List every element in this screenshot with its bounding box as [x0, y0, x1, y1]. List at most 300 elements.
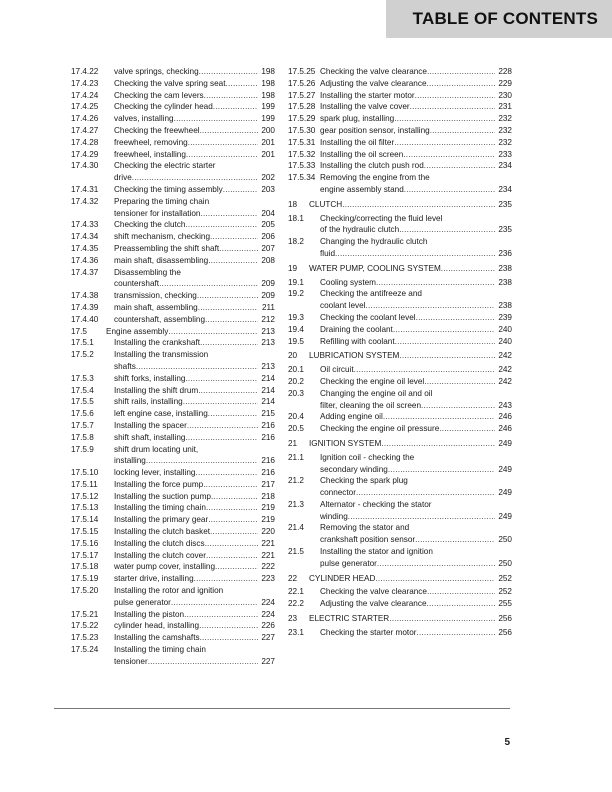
toc-entry-page: 214	[261, 385, 275, 395]
toc-entry-number: 22.1	[288, 587, 304, 597]
toc-entry-title: Checking/correcting the fluid level	[320, 213, 443, 223]
toc-entry[interactable]	[288, 277, 512, 289]
toc-entry-page: 199	[261, 102, 275, 112]
toc-entry-title: Checking the engine oil level	[320, 376, 425, 386]
toc-entry-page: 224	[261, 597, 275, 607]
toc-entry-page: 213	[261, 361, 275, 371]
toc-entry-title: Draining the coolant	[320, 324, 393, 334]
toc-entry-page: 216	[261, 420, 275, 430]
toc-entry-title: Installing the primary gear	[114, 515, 209, 525]
toc-entry-title: locking lever, installing	[114, 468, 196, 478]
toc-entry-number: 17.5.8	[71, 432, 94, 442]
toc-entry-title: tensioner	[114, 656, 148, 666]
toc-entry-title: cylinder head, installing	[114, 621, 200, 631]
toc-entry[interactable]	[71, 66, 275, 78]
toc-entry[interactable]	[71, 609, 275, 621]
toc-entry[interactable]	[71, 184, 275, 196]
dot-leader	[206, 502, 258, 514]
dot-leader	[198, 385, 258, 397]
toc-entry-page: 233	[498, 149, 512, 159]
toc-entry-title: Checking the timing assembly	[114, 184, 223, 194]
toc-entry-number: 17.4.35	[71, 243, 99, 253]
dot-leader	[416, 312, 495, 324]
toc-entry-number: 17.5.22	[71, 621, 99, 631]
toc-header-banner	[386, 0, 612, 38]
toc-entry-page: 242	[498, 351, 512, 361]
toc-entry-title: Installing the timing chain	[114, 645, 206, 655]
toc-entry-page: 213	[261, 338, 275, 348]
toc-entry[interactable]	[71, 267, 275, 291]
toc-entry-number: 17.5.3	[71, 373, 94, 383]
toc-entry[interactable]	[288, 324, 512, 336]
toc-entry[interactable]	[288, 598, 512, 610]
toc-entry-page: 232	[498, 125, 512, 135]
toc-entry-page: 255	[498, 599, 512, 609]
dot-leader	[205, 538, 258, 550]
toc-entry[interactable]	[288, 90, 512, 102]
toc-entry-title: valve springs, checking	[114, 67, 199, 76]
dot-leader	[210, 231, 258, 243]
toc-entry-page: 209	[261, 279, 275, 289]
toc-entry[interactable]	[288, 172, 512, 196]
toc-entry[interactable]	[71, 561, 275, 573]
toc-entry-number: 21.5	[288, 547, 304, 557]
toc-entry[interactable]	[288, 438, 512, 450]
toc-entry[interactable]	[71, 526, 275, 538]
toc-entry-number: 17.4.29	[71, 149, 99, 159]
toc-entry[interactable]	[288, 376, 512, 388]
toc-entry[interactable]	[288, 288, 512, 312]
toc-entry-title: Changing the engine oil and oil	[320, 388, 433, 398]
toc-entry-number: 22.2	[288, 599, 304, 609]
dot-leader	[381, 438, 495, 450]
toc-entry-title: drive	[114, 173, 132, 183]
toc-entry-title: Removing the engine from the	[320, 173, 430, 183]
toc-entry-number: 17.5.10	[71, 468, 99, 478]
toc-entry-title: Installing the clutch push rod	[320, 161, 424, 171]
toc-entry-title: Installing the oil filter	[320, 137, 395, 147]
toc-entry-title: Installing the oil screen	[320, 149, 404, 159]
dot-leader	[383, 411, 495, 423]
toc-entry-page: 211	[261, 302, 275, 312]
toc-entry[interactable]	[288, 113, 512, 125]
toc-entry-title: valves, installing	[114, 114, 174, 124]
toc-entry-number: 17.4.22	[71, 67, 99, 76]
toc-entry-number: 17.5.20	[71, 586, 99, 596]
toc-entry-page: 226	[261, 621, 275, 631]
dot-leader	[388, 464, 495, 476]
toc-entry-title: starter drive, installing	[114, 574, 194, 584]
dot-leader	[183, 396, 258, 408]
toc-entry-page: 202	[261, 173, 275, 183]
dot-leader	[399, 224, 495, 236]
toc-entry[interactable]	[288, 137, 512, 149]
toc-entry-page: 243	[498, 400, 512, 410]
toc-entry[interactable]	[71, 491, 275, 503]
toc-entry-title: gear position sensor, installing	[320, 125, 430, 135]
toc-entry[interactable]	[288, 236, 512, 260]
toc-entry-title: Preassembling the shift shaft	[114, 243, 220, 253]
dot-leader	[415, 534, 495, 546]
toc-entry-page: 221	[261, 538, 275, 548]
toc-entry-page: 249	[498, 464, 512, 474]
toc-entry[interactable]	[288, 101, 512, 113]
toc-entry-title: Oil circuit	[320, 365, 354, 375]
toc-entry[interactable]	[71, 644, 275, 668]
toc-entry-page: 250	[498, 558, 512, 568]
toc-entry[interactable]	[71, 90, 275, 102]
toc-entry-number: 17.5.32	[288, 149, 316, 159]
toc-entry[interactable]	[71, 149, 275, 161]
toc-entry[interactable]	[288, 613, 512, 625]
toc-entry-page: 252	[498, 573, 512, 583]
toc-entry[interactable]	[71, 632, 275, 644]
dot-leader	[211, 491, 258, 503]
toc-entry-number: 17.4.37	[71, 267, 99, 277]
dot-leader	[427, 598, 495, 610]
toc-entry-number: 19.3	[288, 312, 304, 322]
toc-entry-number: 17.4.34	[71, 232, 99, 242]
toc-entry-title: Installing the stator and ignition	[320, 547, 433, 557]
toc-entry-number: 17.5.9	[71, 444, 94, 454]
toc-entry-title: shift mechanism, checking	[114, 232, 211, 242]
toc-entry-number: 17.5.31	[288, 137, 316, 147]
toc-entry-number: 17.4.23	[71, 78, 99, 88]
toc-entry-number: 17.4.33	[71, 220, 99, 230]
dot-leader	[185, 219, 258, 231]
toc-entry-page: 238	[498, 277, 512, 287]
toc-entry-page: 229	[498, 78, 512, 88]
toc-entry-number: 17.5.25	[288, 67, 316, 76]
toc-entry[interactable]	[288, 452, 512, 476]
dot-leader	[403, 149, 495, 161]
toc-entry[interactable]	[71, 255, 275, 267]
toc-entry-number: 20.1	[288, 365, 304, 375]
toc-entry-page: 232	[498, 137, 512, 147]
toc-entry-title: Ignition coil - checking the	[320, 452, 415, 462]
dot-leader	[441, 263, 495, 275]
toc-entry-page: 227	[261, 656, 275, 666]
toc-entry-page: 222	[261, 562, 275, 572]
toc-entry-number: 17.5.27	[288, 90, 316, 100]
toc-entry-page: 236	[498, 248, 512, 258]
dot-leader	[200, 125, 258, 137]
toc-entry[interactable]	[71, 538, 275, 550]
toc-entry-number: 17.5.26	[288, 78, 316, 88]
toc-entry-page: 250	[498, 535, 512, 545]
toc-entry-page: 240	[498, 324, 512, 334]
toc-entry[interactable]	[71, 573, 275, 585]
dot-leader	[427, 586, 495, 598]
toc-entry[interactable]	[288, 336, 512, 348]
toc-entry[interactable]	[71, 243, 275, 255]
toc-entry[interactable]	[71, 113, 275, 125]
dot-leader	[159, 278, 258, 290]
toc-entry-number: 20.2	[288, 376, 304, 386]
dot-leader	[204, 90, 258, 102]
toc-entry[interactable]	[288, 411, 512, 423]
toc-entry-page: 223	[261, 574, 275, 584]
toc-entry-number: 19.2	[288, 289, 304, 299]
toc-entry-page: 235	[498, 225, 512, 235]
toc-entry-page: 198	[261, 78, 275, 88]
toc-entry-page: 201	[261, 149, 275, 159]
toc-entry-number: 17.5.17	[71, 550, 99, 560]
toc-entry-title: Removing the stator and	[320, 523, 410, 533]
dot-leader	[377, 558, 495, 570]
toc-entry-number: 21.1	[288, 452, 304, 462]
toc-entry[interactable]	[71, 432, 275, 444]
dot-leader	[188, 137, 258, 149]
toc-entry-title: winding	[320, 511, 348, 521]
toc-entry[interactable]	[71, 302, 275, 314]
toc-entry[interactable]	[71, 408, 275, 420]
toc-entry-page: 235	[498, 199, 512, 209]
toc-entry-title: Checking the engine oil pressure	[320, 424, 440, 434]
toc-entry-page: 221	[261, 550, 275, 560]
toc-entry-number: 17.5.1	[71, 338, 94, 348]
toc-entry-page: 230	[498, 90, 512, 100]
toc-entry-title: Installing the suction pump	[114, 491, 211, 501]
toc-entry-number: 21	[288, 438, 298, 448]
dot-leader	[394, 137, 495, 149]
toc-entry[interactable]	[288, 66, 512, 78]
toc-entry[interactable]	[288, 149, 512, 161]
toc-entry-number: 17.5.18	[71, 562, 99, 572]
dot-leader	[168, 326, 258, 338]
dot-leader	[205, 314, 258, 326]
toc-entry[interactable]	[71, 78, 275, 90]
toc-entry[interactable]	[71, 467, 275, 479]
toc-entry[interactable]	[71, 290, 275, 302]
toc-entry[interactable]	[71, 125, 275, 137]
toc-entry-title: Changing the hydraulic clutch	[320, 237, 428, 247]
dot-leader	[199, 620, 258, 632]
toc-entry-page: 249	[498, 511, 512, 521]
dot-leader	[366, 300, 495, 312]
toc-entry[interactable]	[288, 78, 512, 90]
toc-entry[interactable]	[71, 479, 275, 491]
toc-entry-title: Checking the spark plug	[320, 476, 408, 486]
toc-entry-number: 17.5.15	[71, 527, 99, 537]
toc-entry-page: 238	[498, 263, 512, 273]
toc-entry[interactable]	[288, 586, 512, 598]
dot-leader	[195, 467, 258, 479]
toc-entry-number: 17.4.39	[71, 302, 99, 312]
dot-leader	[200, 632, 258, 644]
toc-entry[interactable]	[288, 160, 512, 172]
toc-entry[interactable]	[71, 137, 275, 149]
toc-entry-number: 17.5.34	[288, 173, 316, 183]
toc-entry[interactable]	[71, 514, 275, 526]
toc-entry-title: shift shaft, installing	[114, 432, 186, 442]
toc-entry-number: 17.4.40	[71, 314, 99, 324]
toc-entry-number: 18.2	[288, 237, 304, 247]
toc-entry-title: LUBRICATION SYSTEM	[309, 351, 400, 361]
toc-entry-number: 17.5.16	[71, 538, 99, 548]
toc-entry-title: Engine assembly	[106, 326, 169, 336]
toc-entry-number: 19.4	[288, 324, 304, 334]
toc-entry-number: 17.4.28	[71, 137, 99, 147]
toc-entry[interactable]	[71, 420, 275, 432]
toc-entry[interactable]	[288, 312, 512, 324]
toc-entry-number: 17.5.13	[71, 503, 99, 513]
toc-entry[interactable]	[288, 475, 512, 499]
dot-leader	[194, 573, 258, 585]
toc-entry-title: shift rails, installing	[114, 397, 183, 407]
dot-leader	[185, 373, 258, 385]
toc-entry-page: 207	[261, 243, 275, 253]
toc-entry-page: 227	[261, 633, 275, 643]
toc-entry-title: freewheel, removing	[114, 137, 188, 147]
dot-leader	[424, 160, 495, 172]
toc-entry[interactable]	[71, 396, 275, 408]
toc-entry[interactable]	[288, 350, 512, 362]
toc-entry[interactable]	[71, 550, 275, 562]
dot-leader	[208, 408, 258, 420]
toc-entry[interactable]	[71, 160, 275, 184]
toc-entry[interactable]	[288, 423, 512, 435]
toc-entry-page: 238	[498, 301, 512, 311]
toc-entry[interactable]	[288, 573, 512, 585]
toc-entry[interactable]	[71, 585, 275, 609]
toc-entry-title: Adjusting the valve clearance	[320, 78, 427, 88]
toc-entry-number: 17.5.30	[288, 125, 316, 135]
toc-entry-title: Installing the force pump	[114, 479, 204, 489]
toc-entry[interactable]	[71, 196, 275, 220]
toc-entry[interactable]	[288, 263, 512, 275]
toc-entry-number: 21.3	[288, 499, 304, 509]
toc-entry-page: 213	[261, 326, 275, 336]
toc-entry[interactable]	[71, 349, 275, 373]
toc-entry-title: Checking the valve spring seat	[114, 78, 226, 88]
toc-entry-page: 201	[261, 137, 275, 147]
toc-entry[interactable]	[71, 314, 275, 326]
toc-entry-title: Refilling with coolant	[320, 336, 395, 346]
toc-entry-title: countershaft, assembling	[114, 314, 206, 324]
toc-entry-page: 199	[261, 114, 275, 124]
toc-entry-page: 249	[498, 488, 512, 498]
toc-entry[interactable]	[71, 231, 275, 243]
dot-leader	[427, 78, 495, 90]
toc-entry-number: 17.5.6	[71, 409, 94, 419]
toc-entry[interactable]	[71, 444, 275, 468]
toc-entry[interactable]	[288, 522, 512, 546]
toc-entry[interactable]	[71, 326, 275, 338]
dot-leader	[200, 337, 258, 349]
toc-entry-title: Installing the clutch discs	[114, 538, 205, 548]
dot-leader	[219, 243, 258, 255]
page-title: TABLE OF CONTENTS	[412, 9, 598, 28]
toc-entry-title: filter, cleaning the oil screen	[320, 400, 422, 410]
dot-leader	[184, 609, 258, 621]
toc-entry[interactable]	[288, 388, 512, 412]
toc-entry-page: 216	[261, 456, 275, 466]
dot-leader	[376, 277, 495, 289]
toc-entry-title: Installing the valve cover	[320, 102, 410, 112]
toc-entry[interactable]	[288, 364, 512, 376]
toc-entry-title: transmission, checking	[114, 291, 197, 301]
toc-entry-title: shift forks, installing	[114, 373, 186, 383]
toc-entry-number: 17.5.4	[71, 385, 94, 395]
toc-entry-page: 240	[498, 336, 512, 346]
page-number: 5	[504, 737, 510, 748]
toc-entry-title: Checking the electric starter	[114, 161, 216, 171]
dot-leader	[203, 479, 258, 491]
toc-entry-page: 214	[261, 397, 275, 407]
toc-entry-page: 234	[498, 184, 512, 194]
dot-leader	[186, 149, 258, 161]
toc-entry[interactable]	[71, 373, 275, 385]
toc-entry-page: 249	[498, 438, 512, 448]
toc-entry-title: Installing the timing chain	[114, 503, 206, 513]
footer-divider	[54, 708, 510, 709]
toc-entry-title: Checking the coolant level	[320, 312, 416, 322]
toc-entry-title: Checking the clutch	[114, 220, 186, 230]
toc-entry[interactable]	[288, 627, 512, 639]
toc-entry-page: 256	[498, 614, 512, 624]
toc-entry-page: 206	[261, 232, 275, 242]
toc-entry-title: Checking the valve clearance	[320, 67, 427, 76]
toc-entry-title: Installing the camshafts	[114, 633, 200, 643]
dot-leader	[421, 400, 495, 412]
toc-entry-number: 21.2	[288, 476, 304, 486]
toc-entry-title: Preparing the timing chain	[114, 196, 210, 206]
dot-leader	[410, 101, 495, 113]
dot-leader	[208, 514, 258, 526]
dot-leader	[424, 376, 495, 388]
toc-entry-title: installing	[114, 456, 146, 466]
toc-entry[interactable]	[71, 385, 275, 397]
toc-entry-title: main shaft, assembling	[114, 302, 198, 312]
toc-entry[interactable]	[288, 199, 512, 211]
toc-entry-title: Installing the clutch cover	[114, 550, 206, 560]
toc-entry-title: Checking the starter motor	[320, 627, 417, 637]
toc-entry[interactable]	[71, 101, 275, 113]
toc-entry[interactable]	[288, 546, 512, 570]
dot-leader	[430, 125, 495, 137]
toc-entry-number: 17.5.21	[71, 609, 99, 619]
toc-entry-title: spark plug, installing	[320, 114, 395, 124]
toc-entry[interactable]	[288, 499, 512, 523]
toc-entry-number: 17.4.32	[71, 196, 99, 206]
toc-entry[interactable]	[71, 502, 275, 514]
toc-entry-title: shafts	[114, 361, 136, 371]
toc-entry-title: left engine case, installing	[114, 409, 208, 419]
toc-entry-page: 239	[498, 312, 512, 322]
dot-leader	[439, 423, 495, 435]
toc-entry-number: 17.4.26	[71, 114, 99, 124]
toc-entry-title: secondary winding	[320, 464, 388, 474]
toc-entry[interactable]	[71, 337, 275, 349]
dot-leader	[348, 511, 495, 523]
toc-entry-page: 252	[498, 587, 512, 597]
toc-entry-title: Installing the clutch basket	[114, 527, 211, 537]
toc-entry-page: 198	[261, 67, 275, 76]
dot-leader	[200, 208, 258, 220]
toc-entry-page: 232	[498, 114, 512, 124]
toc-entry[interactable]	[288, 213, 512, 237]
toc-entry[interactable]	[288, 125, 512, 137]
toc-entry-number: 17.5.12	[71, 491, 99, 501]
toc-entry[interactable]	[71, 219, 275, 231]
toc-entry-title: coolant level	[320, 301, 366, 311]
toc-entry[interactable]	[71, 620, 275, 632]
toc-entry-number: 19	[288, 263, 298, 273]
toc-entry-title: CLUTCH	[309, 199, 343, 209]
toc-entry-page: 242	[498, 376, 512, 386]
toc-entry-page: 234	[498, 161, 512, 171]
